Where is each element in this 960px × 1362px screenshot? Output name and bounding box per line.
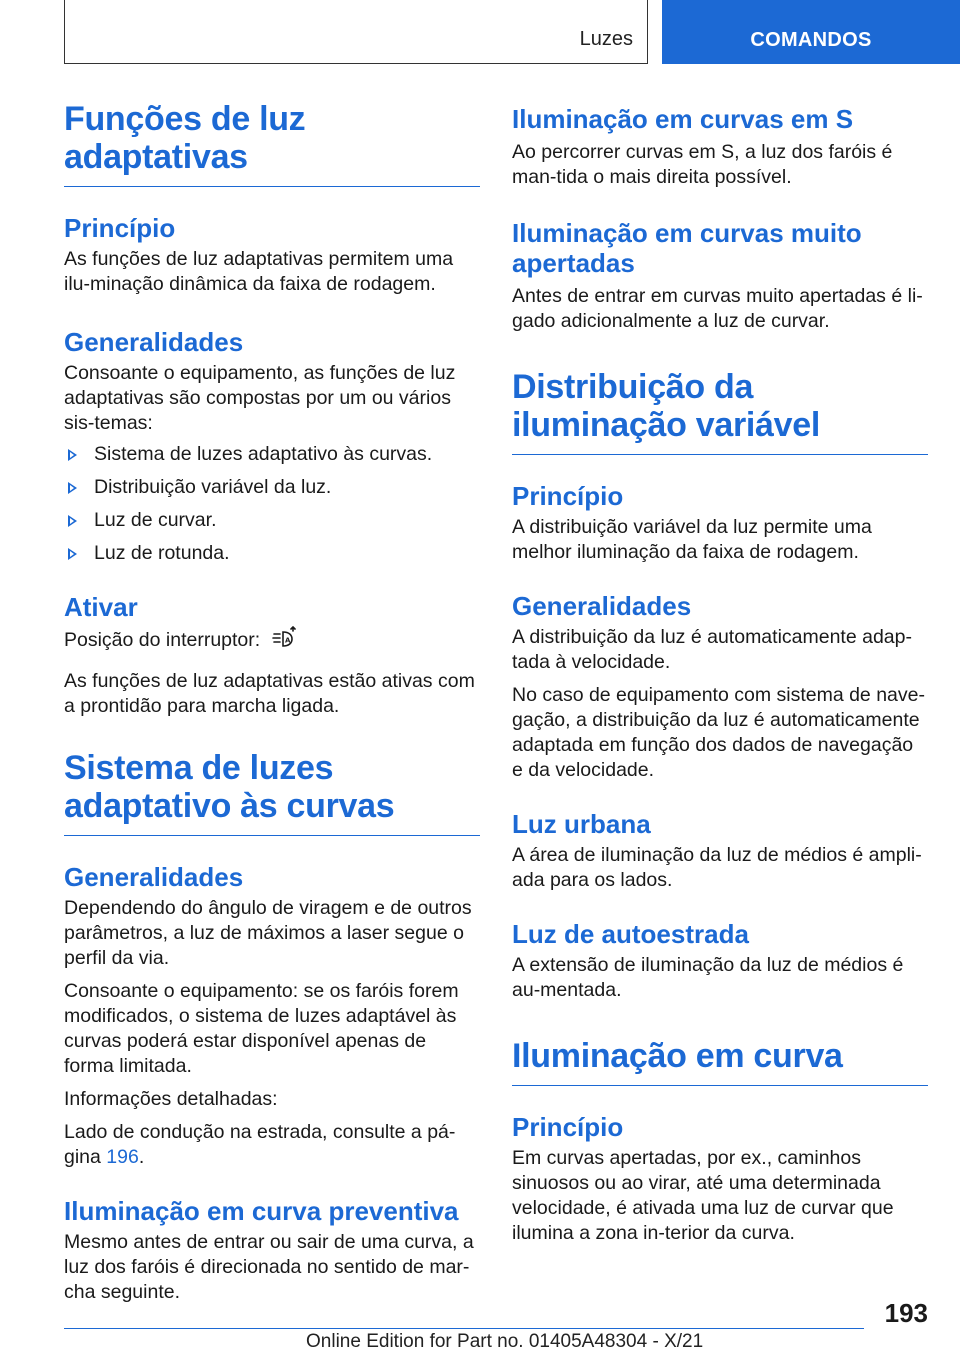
general2-text-1: Dependendo do ângulo de viragem e de outros parâmetros, a luz de máximos a laser segue o perfil da via. xyxy=(64,897,472,969)
urban-light-text: A área de iluminação da luz de médios é ampli-ada para os lados. xyxy=(512,844,922,891)
header-section-box xyxy=(64,0,648,64)
general2-text-2: Consoante o equipamento: se os faróis forem modificados, o sistema de luzes adaptável às curvas poderá estar disponível apenas de forma limitada. xyxy=(64,980,459,1077)
chapter-title: COMANDOS xyxy=(750,29,872,51)
heading-preventive-cornering: Iluminação em curva preventiva xyxy=(64,1196,459,1226)
preventive-text: Mesmo antes de entrar ou sair de uma curva, a luz dos faróis é direcionada no sentido de mar-cha seguinte. xyxy=(64,1231,474,1303)
principle3-text: Em curvas apertadas, por ex., caminhos sinuosos ou ao virar, até uma determinada velocidade, é ativada uma luz de curvar que ilumina a zona in-terior da curva. xyxy=(512,1147,894,1244)
footer-rule xyxy=(64,1328,864,1329)
triangle-bullet-icon xyxy=(68,515,77,527)
heading-cornering-light: Iluminação em curva xyxy=(512,1037,928,1086)
auto-headlight-switch-icon xyxy=(268,626,298,657)
switch-position-label: Posição do interruptor: xyxy=(64,629,261,651)
heading-adaptive-light-functions: Funções de luz adaptativas xyxy=(64,100,480,187)
list-item: Sistema de luzes adaptativo às curvas. xyxy=(64,442,480,467)
activate-text: As funções de luz adaptativas estão ativas com a prontidão para marcha ligada. xyxy=(64,670,475,717)
general2-text-4: Lado de condução na estrada, consulte a pá-gina 196. xyxy=(64,1121,456,1168)
triangle-bullet-icon xyxy=(68,548,77,560)
general3-text-1: A distribuição da luz é automaticamente adap-tada à velocidade. xyxy=(512,626,912,673)
triangle-bullet-icon xyxy=(68,449,77,461)
principle2-text: A distribuição variável da luz permite uma melhor iluminação da faixa de rodagem. xyxy=(512,516,872,563)
switch-position-line xyxy=(64,626,480,657)
page-number: 193 xyxy=(884,1298,928,1328)
heading-general-2: Generalidades xyxy=(64,862,244,892)
general3-text-2: No caso de equipamento com sistema de nave-gação, a distribuição da luz é automaticamente adaptada em função dos dados de navegação e da velocidade. xyxy=(512,684,925,781)
heading-principle-2: Princípio xyxy=(512,481,624,511)
triangle-bullet-icon xyxy=(68,482,77,494)
header-chapter-box xyxy=(662,0,960,64)
general2-text-3: Informações detalhadas: xyxy=(64,1088,278,1110)
section-title: Luzes xyxy=(579,28,633,50)
heading-variable-light-distribution: Distribuição da iluminação variável xyxy=(512,368,928,455)
highway-light-text: A extensão de iluminação da luz de médios é au-mentada. xyxy=(512,954,904,1001)
tight-curves-text: Antes de entrar em curvas muito apertadas é li-gado adicionalmente a luz de curvar. xyxy=(512,285,923,332)
list-item: Luz de curvar. xyxy=(64,508,480,533)
heading-principle: Princípio xyxy=(64,213,176,243)
list-item: Luz de rotunda. xyxy=(64,541,480,566)
general-text: Consoante o equipamento, as funções de luz adaptativas são compostas por um ou vários sis-temas: xyxy=(64,362,456,434)
footer-edition: Online Edition for Part no. 01405A48304 - X/21 xyxy=(306,1331,704,1352)
list-item: Distribuição variável da luz. xyxy=(64,475,480,500)
heading-general-3: Generalidades xyxy=(512,591,692,621)
page-reference-link[interactable]: 196 xyxy=(106,1146,139,1168)
heading-s-curves: Iluminação em curvas em S xyxy=(512,104,854,134)
left-column xyxy=(64,100,480,1305)
heading-activate: Ativar xyxy=(64,592,138,622)
heading-highway-light: Luz de autoestrada xyxy=(512,919,749,949)
heading-general: Generalidades xyxy=(64,327,244,357)
heading-urban-light: Luz urbana xyxy=(512,809,651,839)
heading-adaptive-curve-lights: Sistema de luzes adaptativo às curvas xyxy=(64,749,480,836)
s-curves-text: Ao percorrer curvas em S, a luz dos faróis é man-tida o mais direita possível. xyxy=(512,141,893,188)
principle-text: As funções de luz adaptativas permitem uma ilu-minação dinâmica da faixa de rodagem. xyxy=(64,248,454,295)
svg-text:A: A xyxy=(285,636,291,645)
right-column xyxy=(512,104,928,1246)
heading-principle-3: Princípio xyxy=(512,1112,624,1142)
heading-tight-curves: Iluminação em curvas muito apertadas xyxy=(512,218,862,278)
systems-list xyxy=(64,442,480,566)
